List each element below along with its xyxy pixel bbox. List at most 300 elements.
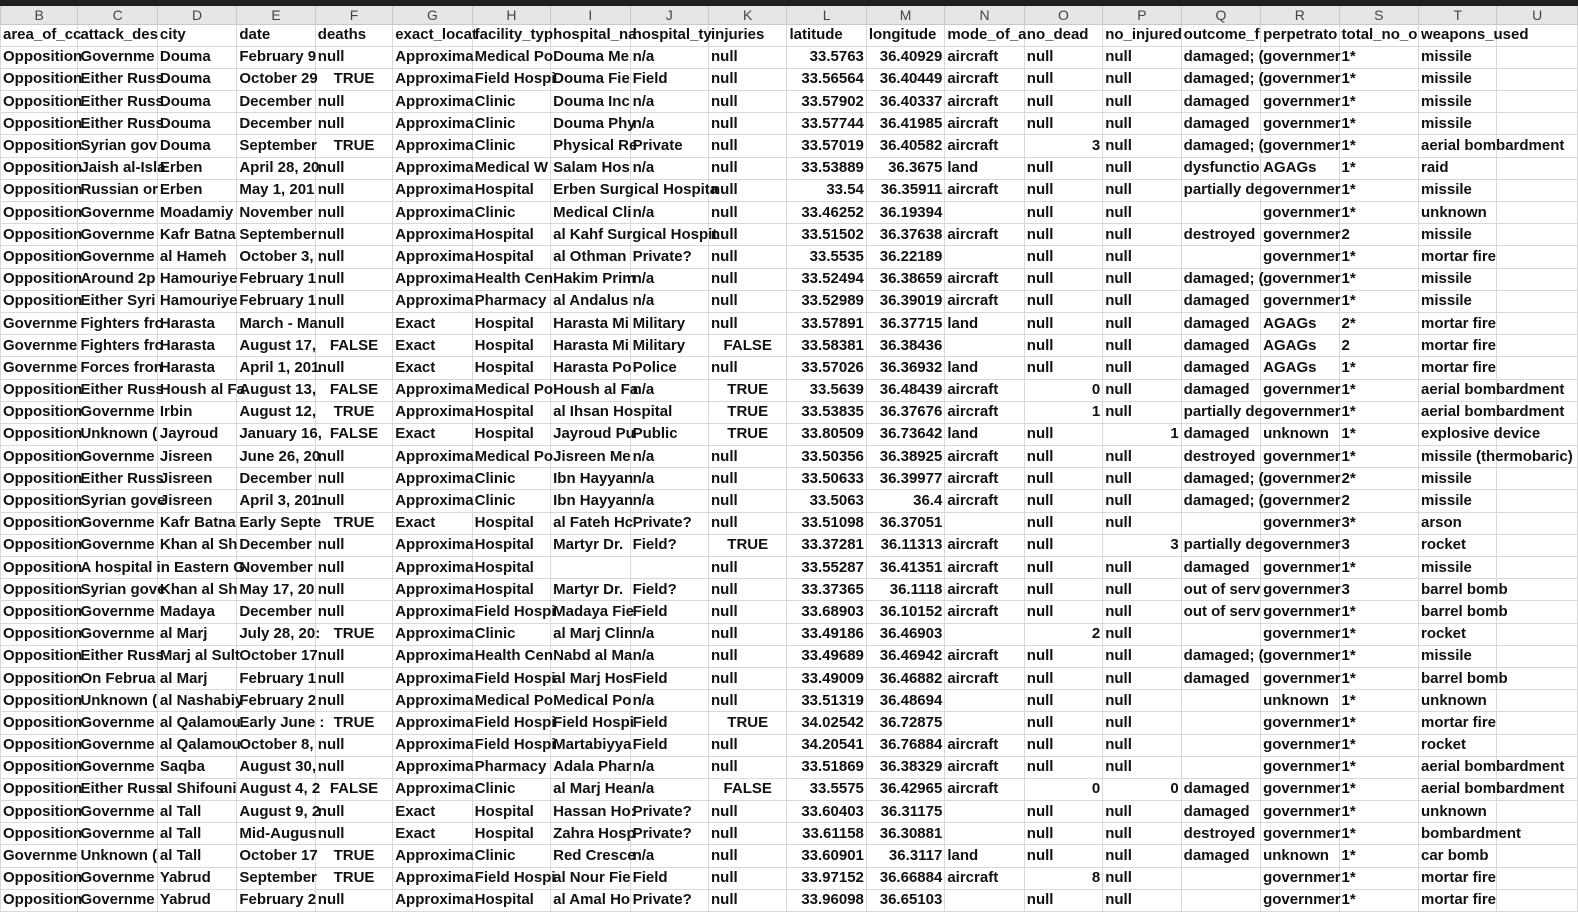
cell[interactable]: 36.40337 — [866, 91, 944, 113]
cell[interactable]: null — [315, 690, 392, 712]
cell[interactable]: null — [1103, 712, 1181, 734]
cell[interactable]: Douma — [157, 135, 236, 157]
cell[interactable] — [1497, 157, 1578, 179]
cell[interactable]: 8 — [1024, 867, 1102, 889]
cell[interactable]: 33.68903 — [787, 601, 866, 623]
cell[interactable]: Either Russ — [78, 113, 157, 135]
cell[interactable]: 0 — [1024, 778, 1102, 800]
cell[interactable]: n/a — [630, 91, 708, 113]
cell[interactable]: Opposition — [1, 756, 78, 778]
cell[interactable]: Hospital — [472, 357, 550, 379]
cell[interactable]: 36.1118 — [866, 579, 944, 601]
cell[interactable]: null — [1024, 645, 1102, 667]
cell[interactable]: 33.46252 — [787, 202, 866, 224]
cell[interactable]: null — [315, 889, 392, 911]
cell[interactable]: August 13, — [237, 379, 315, 401]
cell[interactable]: null — [1024, 667, 1102, 689]
cell[interactable]: governmer — [1261, 601, 1339, 623]
cell[interactable] — [1497, 202, 1578, 224]
cell[interactable]: 33.49009 — [787, 667, 866, 689]
cell[interactable]: damaged — [1181, 667, 1260, 689]
cell[interactable]: Clinic — [472, 91, 550, 113]
cell[interactable]: governmer — [1261, 534, 1339, 556]
cell[interactable]: perpetrato — [1261, 24, 1339, 46]
cell[interactable]: null — [709, 446, 787, 468]
cell[interactable]: Governme — [78, 889, 157, 911]
cell[interactable]: 33.57744 — [787, 113, 866, 135]
cell[interactable]: 1* — [1339, 690, 1418, 712]
cell[interactable]: Field? — [630, 534, 708, 556]
cell[interactable]: 36.40449 — [866, 68, 944, 90]
column-header-o[interactable]: O — [1024, 6, 1102, 24]
cell[interactable]: null — [1024, 889, 1102, 911]
cell[interactable]: n/a — [630, 623, 708, 645]
cell[interactable]: October 3, — [237, 246, 315, 268]
cell[interactable]: 1* — [1339, 645, 1418, 667]
cell[interactable]: Opposition — [1, 157, 78, 179]
cell[interactable]: Harasta Mi — [551, 335, 630, 357]
cell[interactable]: null — [709, 202, 787, 224]
cell[interactable]: aerial bombardment — [1419, 778, 1497, 800]
cell[interactable]: destroyed — [1181, 446, 1260, 468]
cell[interactable]: 36.40582 — [866, 135, 944, 157]
cell[interactable]: 1* — [1339, 179, 1418, 201]
cell[interactable]: Either Russ — [78, 91, 157, 113]
cell[interactable]: governmer — [1261, 202, 1339, 224]
cell[interactable]: 1* — [1339, 446, 1418, 468]
cell[interactable]: Governme — [78, 534, 157, 556]
cell[interactable]: Physical Re — [551, 135, 630, 157]
cell[interactable]: FALSE — [315, 335, 392, 357]
cell[interactable]: null — [1024, 534, 1102, 556]
cell[interactable]: bombardment — [1419, 823, 1497, 845]
cell[interactable]: missile — [1419, 290, 1497, 312]
cell[interactable]: Opposition — [1, 135, 78, 157]
cell[interactable]: 36.37051 — [866, 512, 944, 534]
cell[interactable]: 36.46903 — [866, 623, 944, 645]
cell[interactable]: TRUE — [315, 68, 392, 90]
cell[interactable]: aircraft — [945, 601, 1024, 623]
column-header-q[interactable]: Q — [1181, 6, 1260, 24]
cell[interactable] — [1497, 468, 1578, 490]
cell[interactable]: Governme — [78, 401, 157, 423]
cell[interactable]: Approxima — [393, 845, 472, 867]
cell[interactable]: null — [1103, 379, 1181, 401]
cell[interactable]: Field — [630, 734, 708, 756]
cell[interactable]: null — [1103, 734, 1181, 756]
cell[interactable]: land — [945, 312, 1024, 334]
cell[interactable]: Governme — [78, 712, 157, 734]
cell[interactable]: unknown — [1261, 845, 1339, 867]
cell[interactable]: August 12, — [237, 401, 315, 423]
cell[interactable]: 36.38659 — [866, 268, 944, 290]
cell[interactable]: 36.41351 — [866, 557, 944, 579]
cell[interactable]: 36.48439 — [866, 379, 944, 401]
cell[interactable]: Forces fron — [78, 357, 157, 379]
cell[interactable] — [1497, 224, 1578, 246]
cell[interactable]: 36.37715 — [866, 312, 944, 334]
cell[interactable]: al Andalus — [551, 290, 630, 312]
cell[interactable] — [1497, 712, 1578, 734]
cell[interactable]: May 17, 20 — [237, 579, 315, 601]
cell[interactable] — [1181, 867, 1260, 889]
cell[interactable]: injuries — [709, 24, 787, 46]
cell[interactable]: total_no_o — [1339, 24, 1418, 46]
cell[interactable]: null — [1103, 512, 1181, 534]
cell[interactable]: Hassan Ho: — [551, 801, 630, 823]
cell[interactable]: governmer — [1261, 379, 1339, 401]
cell[interactable]: 36.37638 — [866, 224, 944, 246]
cell[interactable] — [1497, 601, 1578, 623]
cell[interactable]: partially de — [1181, 534, 1260, 556]
cell[interactable]: land — [945, 157, 1024, 179]
cell[interactable]: Opposition — [1, 468, 78, 490]
cell[interactable]: governmer — [1261, 224, 1339, 246]
cell[interactable] — [945, 246, 1024, 268]
cell[interactable]: governmer — [1261, 246, 1339, 268]
cell[interactable]: Opposition — [1, 268, 78, 290]
cell[interactable]: Medical Cli — [551, 202, 630, 224]
column-header-m[interactable]: M — [866, 6, 944, 24]
cell[interactable]: Either Syri — [78, 290, 157, 312]
cell[interactable] — [1497, 357, 1578, 379]
cell[interactable]: null — [709, 357, 787, 379]
cell[interactable] — [1181, 889, 1260, 911]
cell[interactable]: Hospital — [472, 823, 550, 845]
cell[interactable]: null — [315, 645, 392, 667]
cell[interactable]: Approxima — [393, 601, 472, 623]
cell[interactable]: 33.57026 — [787, 357, 866, 379]
cell[interactable]: aircraft — [945, 579, 1024, 601]
cell[interactable]: A hospital in Eastern G — [78, 557, 157, 579]
cell[interactable]: Hospital — [472, 557, 550, 579]
cell[interactable]: April 3, 201 — [237, 490, 315, 512]
cell[interactable]: hospital_na — [551, 24, 630, 46]
cell[interactable]: car bomb — [1419, 845, 1497, 867]
cell[interactable] — [1181, 712, 1260, 734]
cell[interactable]: Hamouriye — [157, 268, 236, 290]
cell[interactable]: Hospital — [472, 423, 550, 445]
cell[interactable]: Ibn Hayyan — [551, 468, 630, 490]
cell[interactable]: null — [1103, 179, 1181, 201]
cell[interactable]: 2* — [1339, 312, 1418, 334]
cell[interactable]: governmer — [1261, 801, 1339, 823]
cell[interactable]: Opposition — [1, 290, 78, 312]
cell[interactable]: Approxima — [393, 690, 472, 712]
cell[interactable]: Opposition — [1, 68, 78, 90]
cell[interactable]: Opposition — [1, 113, 78, 135]
column-header-p[interactable]: P — [1103, 6, 1181, 24]
cell[interactable]: aerial bombardment — [1419, 135, 1497, 157]
cell[interactable]: null — [1103, 867, 1181, 889]
cell[interactable]: Field Hospi — [472, 68, 550, 90]
cell[interactable]: 34.02542 — [787, 712, 866, 734]
cell[interactable]: null — [1024, 312, 1102, 334]
cell[interactable]: Syrian gov — [78, 135, 157, 157]
cell[interactable]: null — [315, 468, 392, 490]
cell[interactable]: February 1 — [237, 667, 315, 689]
cell[interactable]: null — [1103, 645, 1181, 667]
cell[interactable]: destroyed — [1181, 823, 1260, 845]
cell[interactable]: Approxima — [393, 135, 472, 157]
cell[interactable]: 33.55287 — [787, 557, 866, 579]
cell[interactable]: 33.61158 — [787, 823, 866, 845]
cell[interactable]: 1* — [1339, 423, 1418, 445]
cell[interactable]: 1* — [1339, 113, 1418, 135]
cell[interactable]: Approxima — [393, 490, 472, 512]
cell[interactable]: Field Hospi — [472, 667, 550, 689]
cell[interactable]: 36.36932 — [866, 357, 944, 379]
cell[interactable]: Military — [630, 312, 708, 334]
cell[interactable]: Yabrud — [157, 889, 236, 911]
cell[interactable]: aircraft — [945, 778, 1024, 800]
cell[interactable]: null — [1024, 712, 1102, 734]
cell[interactable] — [945, 202, 1024, 224]
cell[interactable]: February 2 — [237, 889, 315, 911]
cell[interactable]: barrel bomb — [1419, 579, 1497, 601]
cell[interactable]: Moadamiy — [157, 202, 236, 224]
cell[interactable]: Exact — [393, 823, 472, 845]
cell[interactable]: mortar fire — [1419, 889, 1497, 911]
cell[interactable]: null — [315, 734, 392, 756]
cell[interactable]: 1 — [1103, 423, 1181, 445]
cell[interactable]: al Qalamou — [157, 712, 236, 734]
column-header-g[interactable]: G — [393, 6, 472, 24]
cell[interactable]: null — [1103, 756, 1181, 778]
cell[interactable]: Erben Surgical Hospita — [551, 179, 630, 201]
column-header-s[interactable]: S — [1339, 6, 1418, 24]
cell[interactable]: 36.10152 — [866, 601, 944, 623]
cell[interactable]: n/a — [630, 202, 708, 224]
cell[interactable]: damaged; ( — [1181, 135, 1260, 157]
cell[interactable]: 1* — [1339, 135, 1418, 157]
cell[interactable]: al Tall — [157, 823, 236, 845]
cell[interactable]: null — [709, 157, 787, 179]
cell[interactable]: 2* — [1339, 468, 1418, 490]
cell[interactable]: dysfunctio — [1181, 157, 1260, 179]
cell[interactable]: governmer — [1261, 667, 1339, 689]
cell[interactable]: null — [709, 512, 787, 534]
cell[interactable]: null — [709, 579, 787, 601]
cell[interactable]: 36.38329 — [866, 756, 944, 778]
cell[interactable]: Opposition — [1, 179, 78, 201]
cell[interactable]: Mid-Augus — [237, 823, 315, 845]
cell[interactable] — [1497, 91, 1578, 113]
cell[interactable]: aircraft — [945, 401, 1024, 423]
cell[interactable]: null — [1024, 579, 1102, 601]
cell[interactable]: aircraft — [945, 379, 1024, 401]
cell[interactable]: partially de — [1181, 179, 1260, 201]
cell[interactable]: Housh al Fa — [551, 379, 630, 401]
cell[interactable]: null — [1103, 823, 1181, 845]
cell[interactable]: 36.48694 — [866, 690, 944, 712]
cell[interactable]: null — [1024, 801, 1102, 823]
cell[interactable]: Erben — [157, 179, 236, 201]
cell[interactable]: missile (thermobaric) — [1419, 446, 1497, 468]
cell[interactable]: land — [945, 845, 1024, 867]
cell[interactable]: Field? — [630, 579, 708, 601]
cell[interactable]: Approxima — [393, 113, 472, 135]
cell[interactable]: 33.58381 — [787, 335, 866, 357]
cell[interactable]: governmer — [1261, 91, 1339, 113]
cell[interactable]: 36.3117 — [866, 845, 944, 867]
cell[interactable]: Either Russ — [78, 468, 157, 490]
cell[interactable]: null — [1024, 512, 1102, 534]
cell[interactable]: 36.11313 — [866, 534, 944, 556]
cell[interactable]: aircraft — [945, 645, 1024, 667]
cell[interactable]: 36.30881 — [866, 823, 944, 845]
cell[interactable]: governmer — [1261, 512, 1339, 534]
cell[interactable]: Either Russ — [78, 68, 157, 90]
cell[interactable]: null — [315, 224, 392, 246]
cell[interactable]: 1* — [1339, 357, 1418, 379]
cell[interactable]: damaged — [1181, 801, 1260, 823]
cell[interactable]: date — [237, 24, 315, 46]
cell[interactable]: null — [709, 557, 787, 579]
cell[interactable]: mortar fire — [1419, 357, 1497, 379]
cell[interactable]: Approxima — [393, 179, 472, 201]
cell[interactable]: null — [1024, 46, 1102, 68]
cell[interactable]: FALSE — [709, 778, 787, 800]
cell[interactable]: Hospital — [472, 246, 550, 268]
cell[interactable]: al Shifouni — [157, 778, 236, 800]
cell[interactable]: missile — [1419, 179, 1497, 201]
column-header-f[interactable]: F — [315, 6, 392, 24]
cell[interactable]: 33.57019 — [787, 135, 866, 157]
cell[interactable] — [630, 557, 708, 579]
cell[interactable]: July 28, 20: — [237, 623, 315, 645]
cell[interactable]: aircraft — [945, 68, 1024, 90]
cell[interactable]: null — [315, 667, 392, 689]
cell[interactable]: null — [1024, 335, 1102, 357]
cell[interactable]: aircraft — [945, 468, 1024, 490]
cell[interactable]: explosive device — [1419, 423, 1497, 445]
cell[interactable]: unknown — [1419, 801, 1497, 823]
cell[interactable]: null — [1024, 246, 1102, 268]
cell[interactable]: TRUE — [315, 845, 392, 867]
cell[interactable]: Clinic — [472, 468, 550, 490]
cell[interactable] — [1497, 46, 1578, 68]
cell[interactable]: aircraft — [945, 135, 1024, 157]
cell[interactable] — [1181, 202, 1260, 224]
cell[interactable]: 33.60901 — [787, 845, 866, 867]
cell[interactable]: aircraft — [945, 113, 1024, 135]
cell[interactable]: Exact — [393, 423, 472, 445]
cell[interactable]: 33.5763 — [787, 46, 866, 68]
cell[interactable]: Medical W — [472, 157, 550, 179]
cell[interactable]: Kafr Batna — [157, 224, 236, 246]
cell[interactable]: mortar fire — [1419, 335, 1497, 357]
cell[interactable]: null — [315, 202, 392, 224]
cell[interactable]: Jisreen — [157, 468, 236, 490]
cell[interactable]: null — [709, 823, 787, 845]
cell[interactable]: null — [709, 312, 787, 334]
cell[interactable]: aircraft — [945, 46, 1024, 68]
cell[interactable]: null — [1024, 91, 1102, 113]
cell[interactable]: Opposition — [1, 623, 78, 645]
cell[interactable]: damaged — [1181, 778, 1260, 800]
cell[interactable]: FALSE — [315, 379, 392, 401]
cell[interactable]: null — [1103, 224, 1181, 246]
cell[interactable]: damaged; ( — [1181, 490, 1260, 512]
cell[interactable]: longitude — [866, 24, 944, 46]
cell[interactable]: al Kahf Surgical Hospit — [551, 224, 630, 246]
column-header-t[interactable]: T — [1419, 6, 1497, 24]
cell[interactable]: null — [1103, 46, 1181, 68]
cell[interactable]: AGAGs — [1261, 335, 1339, 357]
cell[interactable]: Clinic — [472, 623, 550, 645]
cell[interactable]: Governme — [78, 46, 157, 68]
cell[interactable]: Early June : — [237, 712, 315, 734]
cell[interactable]: Private? — [630, 889, 708, 911]
cell[interactable] — [1181, 623, 1260, 645]
cell[interactable]: 1* — [1339, 601, 1418, 623]
cell[interactable]: Approxima — [393, 246, 472, 268]
cell[interactable]: null — [1024, 557, 1102, 579]
cell[interactable]: Medical Po — [472, 379, 550, 401]
cell[interactable]: 33.56564 — [787, 68, 866, 90]
cell[interactable]: Jaish al-Isla — [78, 157, 157, 179]
cell[interactable]: null — [1024, 845, 1102, 867]
cell[interactable]: null — [315, 46, 392, 68]
cell[interactable]: al Ihsan Hospital — [551, 401, 630, 423]
cell[interactable]: Medical Po — [472, 446, 550, 468]
cell[interactable]: Douma — [157, 91, 236, 113]
cell[interactable]: 3 — [1339, 534, 1418, 556]
cell[interactable]: Approxima — [393, 46, 472, 68]
cell[interactable]: null — [315, 557, 392, 579]
cell[interactable]: 1* — [1339, 157, 1418, 179]
cell[interactable]: land — [945, 357, 1024, 379]
cell[interactable]: Martyr Dr. — [551, 534, 630, 556]
cell[interactable]: 3 — [1103, 534, 1181, 556]
cell[interactable]: 36.38925 — [866, 446, 944, 468]
cell[interactable]: missile — [1419, 113, 1497, 135]
cell[interactable]: Approxima — [393, 202, 472, 224]
cell[interactable]: Hospital — [472, 179, 550, 201]
cell[interactable]: TRUE — [315, 135, 392, 157]
cell[interactable]: null — [709, 246, 787, 268]
cell[interactable]: null — [1024, 268, 1102, 290]
cell[interactable]: Opposition — [1, 712, 78, 734]
cell[interactable]: Approxima — [393, 268, 472, 290]
cell[interactable]: Public — [630, 423, 708, 445]
cell[interactable]: null — [1024, 423, 1102, 445]
cell[interactable]: Madaya — [157, 601, 236, 623]
cell[interactable]: al Marj Hea — [551, 778, 630, 800]
cell[interactable] — [1497, 490, 1578, 512]
cell[interactable]: TRUE — [709, 401, 787, 423]
cell[interactable]: damaged; ( — [1181, 46, 1260, 68]
cell[interactable] — [945, 801, 1024, 823]
cell[interactable] — [1497, 534, 1578, 556]
cell[interactable]: AGAGs — [1261, 357, 1339, 379]
cell[interactable]: raid — [1419, 157, 1497, 179]
cell[interactable]: Field Hospi — [472, 867, 550, 889]
cell[interactable]: damaged — [1181, 312, 1260, 334]
cell[interactable]: null — [315, 756, 392, 778]
cell[interactable]: null — [709, 490, 787, 512]
cell[interactable]: 2 — [1339, 490, 1418, 512]
cell[interactable]: 36.22189 — [866, 246, 944, 268]
cell[interactable]: Governme — [78, 446, 157, 468]
cell[interactable]: Opposition — [1, 889, 78, 911]
cell[interactable]: Madaya Fie — [551, 601, 630, 623]
cell[interactable] — [1497, 290, 1578, 312]
cell[interactable]: aircraft — [945, 867, 1024, 889]
cell[interactable]: rocket — [1419, 534, 1497, 556]
cell[interactable]: null — [709, 113, 787, 135]
